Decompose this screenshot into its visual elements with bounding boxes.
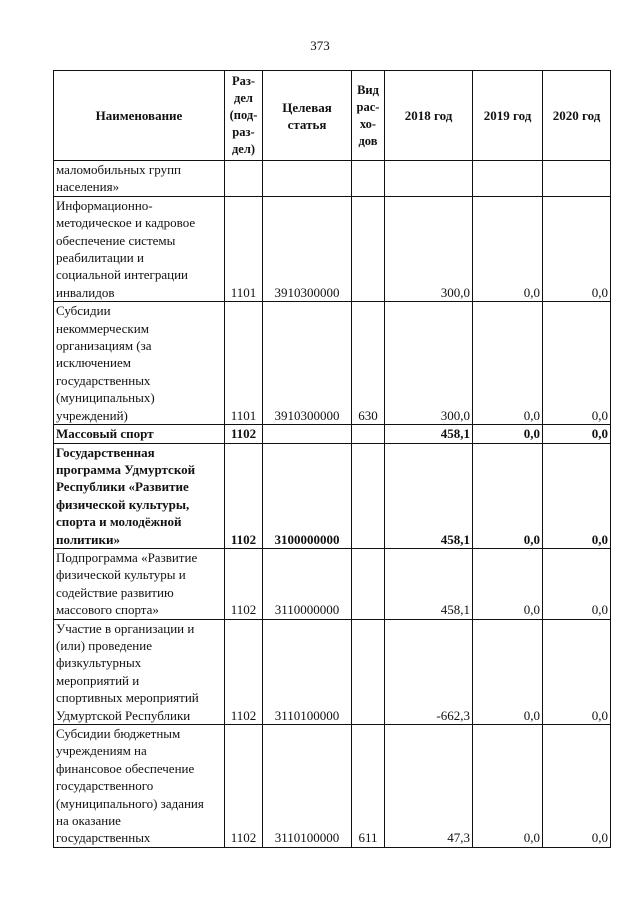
row-name-line: методическое и кадровое: [56, 215, 196, 231]
row-expense-type: [352, 196, 385, 301]
row-article: [263, 425, 352, 443]
row-expense-type: [352, 425, 385, 443]
row-value-2018: 300,0: [385, 196, 473, 301]
row-article: 3110000000: [263, 548, 352, 619]
row-section: 1102: [225, 443, 263, 548]
table-row: [54, 425, 611, 443]
table-row: [54, 619, 611, 724]
row-value-2018: 458,1: [385, 425, 473, 443]
row-value-2020: 0,0: [543, 443, 611, 548]
row-name-line: физической культуры,: [56, 496, 190, 512]
row-name-line: спорта и молодёжной: [56, 514, 182, 530]
row-name: [54, 548, 225, 619]
table-row: [54, 196, 611, 301]
row-name-line: Информационно-: [56, 197, 153, 213]
row-value-2018: 458,1: [385, 443, 473, 548]
row-name-line: Субсидии: [56, 303, 111, 319]
row-name-line: политики»: [56, 531, 120, 547]
row-value-2019: 0,0: [473, 196, 543, 301]
header-vid: Вид рас- хо- дов: [352, 71, 385, 161]
row-value-2020: 0,0: [543, 619, 611, 724]
header-name: Наименование: [54, 71, 225, 161]
row-name-line: организациям (за: [56, 338, 152, 354]
row-name-line: финансовое обеспечение: [56, 760, 195, 776]
row-name-line: Субсидии бюджетным: [56, 726, 181, 741]
row-name-line: государственного: [56, 778, 154, 794]
row-section: [225, 161, 263, 197]
row-value-2019: 0,0: [473, 425, 543, 443]
table-row: [54, 548, 611, 619]
row-value-2018: -662,3: [385, 619, 473, 724]
row-value-2019: 0,0: [473, 302, 543, 425]
row-value-2018: 458,1: [385, 548, 473, 619]
row-expense-type: [352, 443, 385, 548]
table-row: [54, 302, 611, 425]
row-name-line: Участие в организации и: [56, 620, 195, 636]
row-section: 1102: [225, 725, 263, 848]
row-name-line: физической культуры и: [56, 567, 186, 583]
row-value-2019: 0,0: [473, 619, 543, 724]
row-name-line: инвалидов: [56, 284, 115, 300]
row-name-line: Подпрограмма «Развитие: [56, 549, 198, 565]
row-name: [54, 425, 225, 443]
row-name-line: физкультурных: [56, 655, 142, 671]
row-name: [54, 302, 225, 425]
row-name-line: Удмуртской Республики: [56, 707, 191, 723]
row-value-2019: 0,0: [473, 548, 543, 619]
row-name: [54, 161, 225, 197]
row-expense-type: [352, 161, 385, 197]
header-row: [54, 71, 611, 161]
row-article: 3910300000: [263, 302, 352, 425]
row-name-line: учреждениям на: [56, 743, 147, 759]
row-name-line: программа Удмуртской: [56, 461, 196, 477]
budget-table: [53, 70, 611, 848]
row-name-line: на оказание: [56, 813, 121, 829]
row-article: 3110100000: [263, 725, 352, 848]
row-section: 1102: [225, 425, 263, 443]
row-value-2018: 47,3: [385, 725, 473, 848]
header-2019: 2019 год: [473, 71, 543, 161]
row-name: [54, 725, 225, 848]
row-value-2020: 0,0: [543, 302, 611, 425]
table-row: [54, 161, 611, 197]
row-article: 3910300000: [263, 196, 352, 301]
row-value-2018: [385, 161, 473, 197]
row-name-line: мероприятий и: [56, 672, 140, 688]
row-name: [54, 619, 225, 724]
header-section: Раз- дел (под- раз- дел): [225, 71, 263, 161]
row-value-2019: [473, 161, 543, 197]
table-body: [54, 161, 611, 848]
row-value-2018: 300,0: [385, 302, 473, 425]
row-value-2020: 0,0: [543, 425, 611, 443]
row-expense-type: 630: [352, 302, 385, 425]
row-name-line: государственных: [56, 372, 151, 388]
row-name-line: (муниципальных): [56, 390, 155, 406]
header-2020: 2020 год: [543, 71, 611, 161]
row-name-line: исключением: [56, 355, 131, 371]
row-section: 1102: [225, 619, 263, 724]
row-article: 3100000000: [263, 443, 352, 548]
row-section: 1101: [225, 302, 263, 425]
row-name-line: спортивных мероприятий: [56, 690, 199, 706]
row-value-2020: 0,0: [543, 725, 611, 848]
row-section: 1101: [225, 196, 263, 301]
row-name-line: Массовый спорт: [56, 426, 154, 442]
table-row: [54, 443, 611, 548]
row-name-line: (или) проведение: [56, 637, 152, 653]
row-section: 1102: [225, 548, 263, 619]
row-name: [54, 196, 225, 301]
row-name-line: некоммерческим: [56, 320, 149, 336]
row-name-line: Государственная: [56, 444, 155, 460]
row-value-2019: 0,0: [473, 443, 543, 548]
row-name-line: массового спорта»: [56, 602, 159, 618]
row-name-line: учреждений): [56, 407, 128, 423]
row-name-line: обеспечение системы: [56, 232, 176, 248]
row-name-line: социальной интеграции: [56, 267, 188, 283]
row-name-line: (муниципального) задания: [56, 795, 204, 811]
header-2018: 2018 год: [385, 71, 473, 161]
row-article: [263, 161, 352, 197]
row-expense-type: [352, 619, 385, 724]
row-value-2020: 0,0: [543, 196, 611, 301]
row-name-line: государственных: [56, 830, 151, 846]
header-article: Целевая статья: [263, 71, 352, 161]
row-value-2019: 0,0: [473, 725, 543, 848]
page-number: 373: [310, 38, 330, 53]
row-name-line: населения»: [56, 179, 120, 195]
row-expense-type: 611: [352, 725, 385, 848]
row-expense-type: [352, 548, 385, 619]
row-article: 3110100000: [263, 619, 352, 724]
row-name-line: Республики «Развитие: [56, 479, 189, 495]
table-row: [54, 725, 611, 848]
row-value-2020: [543, 161, 611, 197]
row-name: [54, 443, 225, 548]
row-value-2020: 0,0: [543, 548, 611, 619]
row-name-line: содействие развитию: [56, 584, 174, 600]
row-name-line: реабилитации и: [56, 250, 144, 266]
row-name-line: маломобильных групп: [56, 162, 181, 177]
